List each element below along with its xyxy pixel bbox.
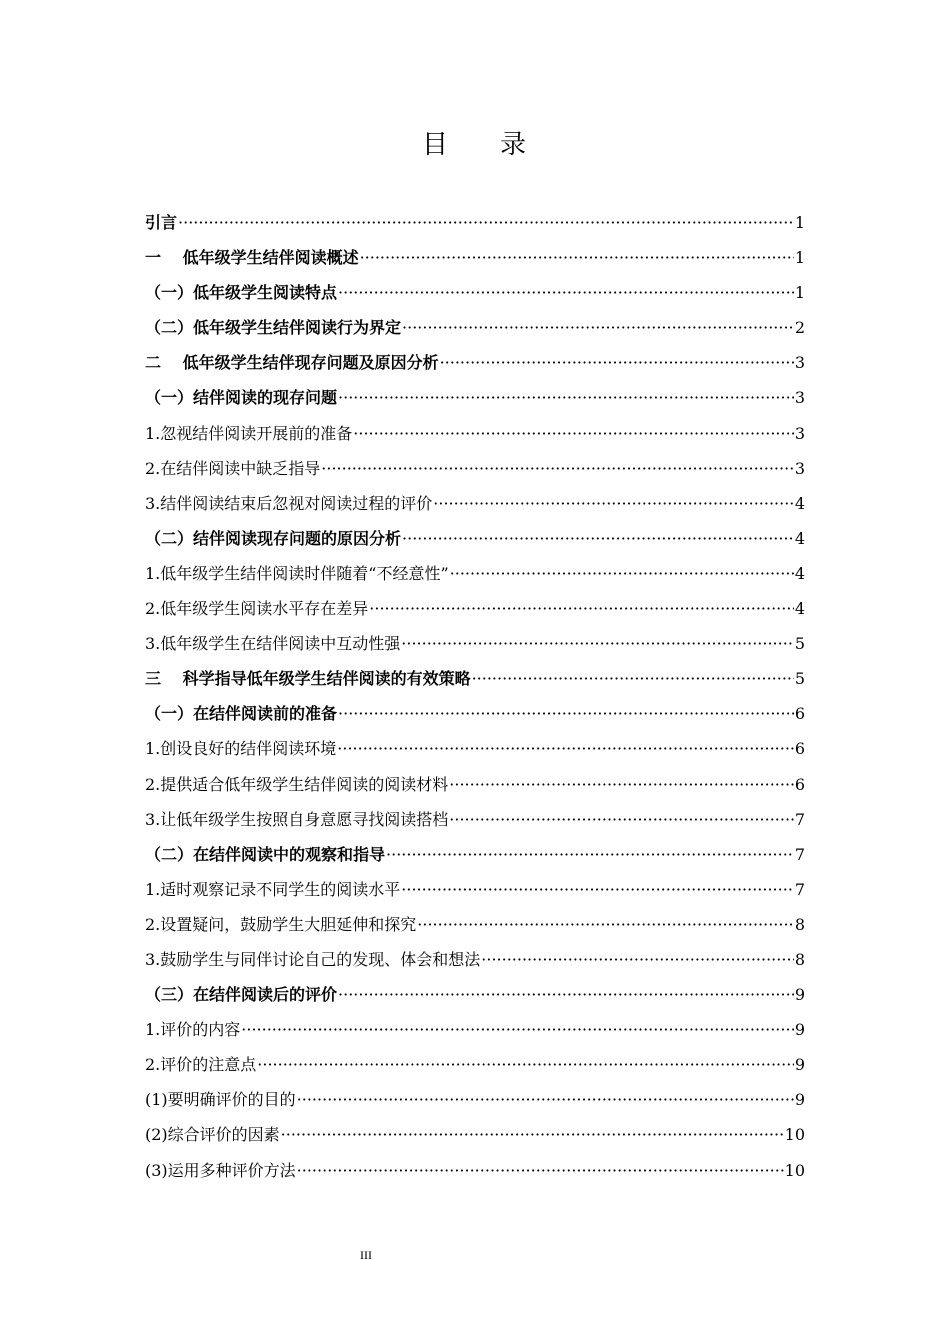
toc-entry[interactable]: [145, 802, 805, 837]
toc-leader-dots: [401, 626, 794, 661]
toc-entry-label: (3)运用多种评价方法: [145, 1160, 296, 1180]
toc-entry[interactable]: [145, 486, 805, 521]
toc-leader-dots: [297, 1153, 784, 1188]
toc-entry-page: 10: [784, 1125, 805, 1145]
toc-entry[interactable]: [145, 1117, 805, 1152]
toc-entry[interactable]: [145, 696, 805, 731]
toc-leader-dots: [338, 696, 794, 731]
toc-leader-dots: [472, 661, 794, 696]
table-of-contents: [145, 205, 805, 1188]
toc-entry-label: 3.鼓励学生与同伴讨论自己的发现、体会和想法: [145, 949, 481, 969]
toc-leader-dots: [338, 380, 794, 415]
toc-leader-dots: [337, 731, 794, 766]
toc-entry[interactable]: [145, 380, 805, 415]
toc-entry-page: 1: [794, 248, 805, 268]
toc-entry-label: 三 科学指导低年级学生结伴阅读的有效策略: [145, 669, 471, 689]
toc-entry-label: 3.让低年级学生按照自身意愿寻找阅读搭档: [145, 809, 449, 829]
toc-entry-page: 9: [794, 985, 805, 1005]
toc-entry[interactable]: [145, 1012, 805, 1047]
toc-leader-dots: [178, 205, 794, 240]
toc-entry[interactable]: [145, 837, 805, 872]
toc-entry-label: （二）低年级学生结伴阅读行为界定: [145, 318, 402, 338]
toc-leader-dots: [369, 591, 794, 626]
toc-entry-page: 3: [794, 388, 805, 408]
toc-entry[interactable]: [145, 275, 805, 310]
toc-entry-page: 7: [794, 809, 805, 829]
toc-leader-dots: [353, 416, 794, 451]
toc-entry[interactable]: [145, 872, 805, 907]
toc-entry[interactable]: [145, 521, 805, 556]
page-title: [0, 124, 950, 161]
toc-entry[interactable]: [145, 767, 805, 802]
toc-entry-label: （一）在结伴阅读前的准备: [145, 704, 338, 724]
toc-entry-label: (1)要明确评价的目的: [145, 1090, 296, 1110]
toc-entry-label: 一 低年级学生结伴阅读概述: [145, 248, 359, 268]
toc-entry[interactable]: [145, 626, 805, 661]
toc-entry-label: 1.评价的内容: [145, 1020, 241, 1040]
toc-leader-dots: [321, 451, 794, 486]
toc-entry-page: 3: [794, 423, 805, 443]
toc-entry[interactable]: [145, 451, 805, 486]
toc-entry-page: 5: [794, 669, 805, 689]
toc-entry-page: 3: [794, 353, 805, 373]
toc-entry-page: 10: [784, 1160, 805, 1180]
toc-entry-page: 9: [794, 1090, 805, 1110]
page-title-part1: 目: [421, 130, 450, 160]
toc-entry-label: (2)综合评价的因素: [145, 1125, 280, 1145]
toc-entry[interactable]: [145, 205, 805, 240]
toc-leader-dots: [297, 1082, 794, 1117]
toc-entry-label: 引言: [145, 213, 178, 232]
toc-leader-dots: [338, 275, 794, 310]
toc-leader-dots: [449, 767, 794, 802]
toc-entry-label: （二）结伴阅读现存问题的原因分析: [145, 528, 402, 548]
toc-entry[interactable]: [145, 1047, 805, 1082]
toc-entry-label: 2.低年级学生阅读水平存在差异: [145, 599, 369, 619]
toc-entry-label: 2.设置疑问，鼓励学生大胆延伸和探究: [145, 914, 417, 934]
toc-entry[interactable]: [145, 416, 805, 451]
toc-entry-page: 1: [794, 283, 805, 303]
toc-entry-page: 6: [794, 739, 805, 759]
toc-entry-page: 9: [794, 1020, 805, 1040]
toc-entry-page: 8: [794, 914, 805, 934]
toc-entry-label: 3.低年级学生在结伴阅读中互动性强: [145, 634, 401, 654]
toc-entry-page: 8: [794, 949, 805, 969]
toc-leader-dots: [450, 556, 794, 591]
toc-entry-page: 1: [794, 213, 805, 232]
toc-leader-dots: [257, 1047, 794, 1082]
toc-entry-label: 1.适时观察记录不同学生的阅读水平: [145, 879, 401, 899]
toc-leader-dots: [481, 942, 794, 977]
toc-entry-page: 6: [794, 704, 805, 724]
toc-entry[interactable]: [145, 731, 805, 766]
toc-entry-page: 7: [794, 844, 805, 864]
toc-entry-label: （一）低年级学生阅读特点: [145, 283, 338, 303]
toc-leader-dots: [281, 1117, 784, 1152]
toc-entry-label: （一）结伴阅读的现存问题: [145, 388, 338, 408]
toc-entry[interactable]: [145, 310, 805, 345]
toc-entry[interactable]: [145, 240, 805, 275]
toc-entry[interactable]: [145, 591, 805, 626]
toc-entry[interactable]: [145, 345, 805, 380]
toc-entry-label: 2.评价的注意点: [145, 1055, 257, 1075]
toc-entry-page: 6: [794, 774, 805, 794]
toc-entry-label: （三）在结伴阅读后的评价: [145, 985, 338, 1005]
toc-entry[interactable]: [145, 942, 805, 977]
toc-entry-page: 3: [794, 458, 805, 478]
toc-entry-label: 二 低年级学生结伴现存问题及原因分析: [145, 353, 439, 373]
toc-entry[interactable]: [145, 661, 805, 696]
toc-entry-page: 7: [794, 879, 805, 899]
toc-entry-page: 4: [794, 528, 805, 548]
toc-entry-label: 1.低年级学生结伴阅读时伴随着“不经意性”: [145, 563, 449, 583]
toc-leader-dots: [360, 240, 794, 275]
toc-leader-dots: [440, 345, 794, 380]
toc-entry-page: 4: [794, 563, 805, 583]
toc-entry-page: 2: [794, 318, 805, 338]
toc-leader-dots: [401, 872, 794, 907]
toc-entry[interactable]: [145, 556, 805, 591]
toc-entry-label: 3.结伴阅读结束后忽视对阅读过程的评价: [145, 493, 433, 513]
toc-entry-label: 2.在结伴阅读中缺乏指导: [145, 458, 321, 478]
toc-entry[interactable]: [145, 1153, 805, 1188]
toc-entry-label: 1.忽视结伴阅读开展前的准备: [145, 423, 353, 443]
toc-leader-dots: [433, 486, 794, 521]
toc-entry[interactable]: [145, 977, 805, 1012]
toc-leader-dots: [402, 521, 794, 556]
toc-leader-dots: [338, 977, 794, 1012]
toc-leader-dots: [241, 1012, 794, 1047]
toc-entry-label: 1.创设良好的结伴阅读环境: [145, 739, 337, 759]
toc-entry-page: 4: [794, 599, 805, 619]
toc-entry-label: 2.提供适合低年级学生结伴阅读的阅读材料: [145, 774, 449, 794]
toc-entry-page: 5: [794, 634, 805, 654]
toc-entry-page: 4: [794, 493, 805, 513]
toc-entry[interactable]: [145, 1082, 805, 1117]
toc-leader-dots: [386, 837, 794, 872]
page-title-part2: 录: [500, 130, 529, 160]
toc-leader-dots: [402, 310, 794, 345]
toc-leader-dots: [417, 907, 794, 942]
toc-entry[interactable]: [145, 907, 805, 942]
page-number-footer: III: [360, 1248, 372, 1262]
toc-entry-label: （二）在结伴阅读中的观察和指导: [145, 844, 386, 864]
toc-leader-dots: [449, 802, 794, 837]
toc-entry-page: 9: [794, 1055, 805, 1075]
